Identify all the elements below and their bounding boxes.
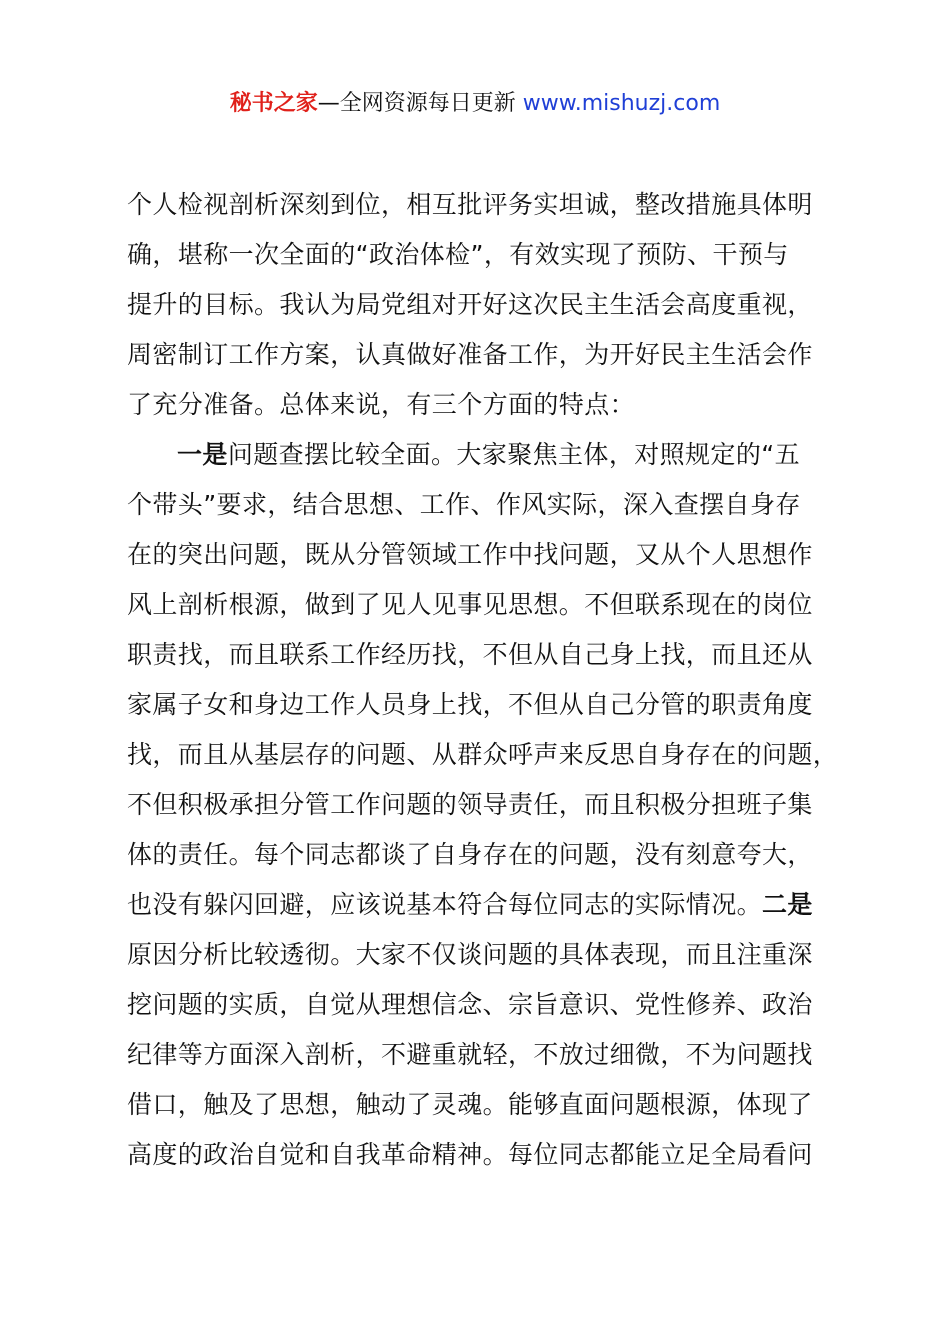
paragraph-line: 借口，触及了思想，触动了灵魂。能够直面问题根源，体现了: [127, 1090, 813, 1119]
paragraph-line: 原因分析比较透彻。大家不仅谈问题的具体表现，而且注重深: [127, 940, 813, 969]
site-url-link[interactable]: www.mishuzj.com: [522, 91, 721, 116]
paragraph-line: 风上剖析根源，做到了见人见事见思想。不但联系现在的岗位: [127, 590, 813, 619]
paragraph-line: 高度的政治自觉和自我革命精神。每位同志都能立足全局看问: [127, 1140, 813, 1169]
paragraph-line: 体的责任。每个同志都谈了自身存在的问题，没有刻意夸大，: [127, 840, 813, 869]
paragraph-line: 职责找，而且联系工作经历找，不但从自己身上找，而且还从: [127, 640, 813, 669]
paragraph-line: 找，而且从基层存的问题、从群众呼声来反思自身存在的问题，: [127, 740, 839, 769]
paragraph-line: 周密制订工作方案，认真做好准备工作，为开好民主生活会作: [127, 340, 813, 369]
point-one-conclusion: 也没有躲闪回避，应该说基本符合每位同志的实际情况。: [127, 890, 763, 919]
point-one-text: 问题查摆比较全面。大家聚焦主体，对照规定的“五: [227, 440, 800, 469]
paragraph-line: 家属子女和身边工作人员身上找，不但从自己分管的职责角度: [127, 690, 813, 719]
point-one-label: 一是: [177, 440, 228, 469]
paragraph-line: 不但积极承担分管工作问题的领导责任，而且积极分担班子集: [127, 790, 813, 819]
paragraph-line: 个带头”要求，结合思想、工作、作风实际，深入查摆自身存: [127, 490, 801, 519]
brand-name: 秘书之家: [229, 91, 318, 116]
paragraph-line: 个人检视剖析深刻到位，相互批评务实坦诚，整改措施具体明: [127, 190, 813, 219]
header-tagline: —全网资源每日更新: [317, 91, 523, 116]
paragraph-line: [127, 880, 847, 930]
paragraph-line: 提升的目标。我认为局党组对开好这次民主生活会高度重视，: [127, 290, 813, 319]
point-two-label: 二是: [762, 890, 813, 919]
paragraph-line: 在的突出问题，既从分管领域工作中找问题，又从个人思想作: [127, 540, 813, 569]
paragraph-line: [127, 430, 847, 480]
paragraph-line: 挖问题的实质，自觉从理想信念、宗旨意识、党性修养、政治: [127, 990, 813, 1019]
paragraph-line: 纪律等方面深入剖析，不避重就轻，不放过细微，不为问题找: [127, 1040, 813, 1069]
document-body: [127, 180, 847, 1180]
site-header: [0, 88, 950, 120]
paragraph-line: 确，堪称一次全面的“政治体检”，有效实现了预防、干预与: [127, 240, 789, 269]
paragraph-line: 了充分准备。总体来说，有三个方面的特点：: [127, 390, 636, 419]
